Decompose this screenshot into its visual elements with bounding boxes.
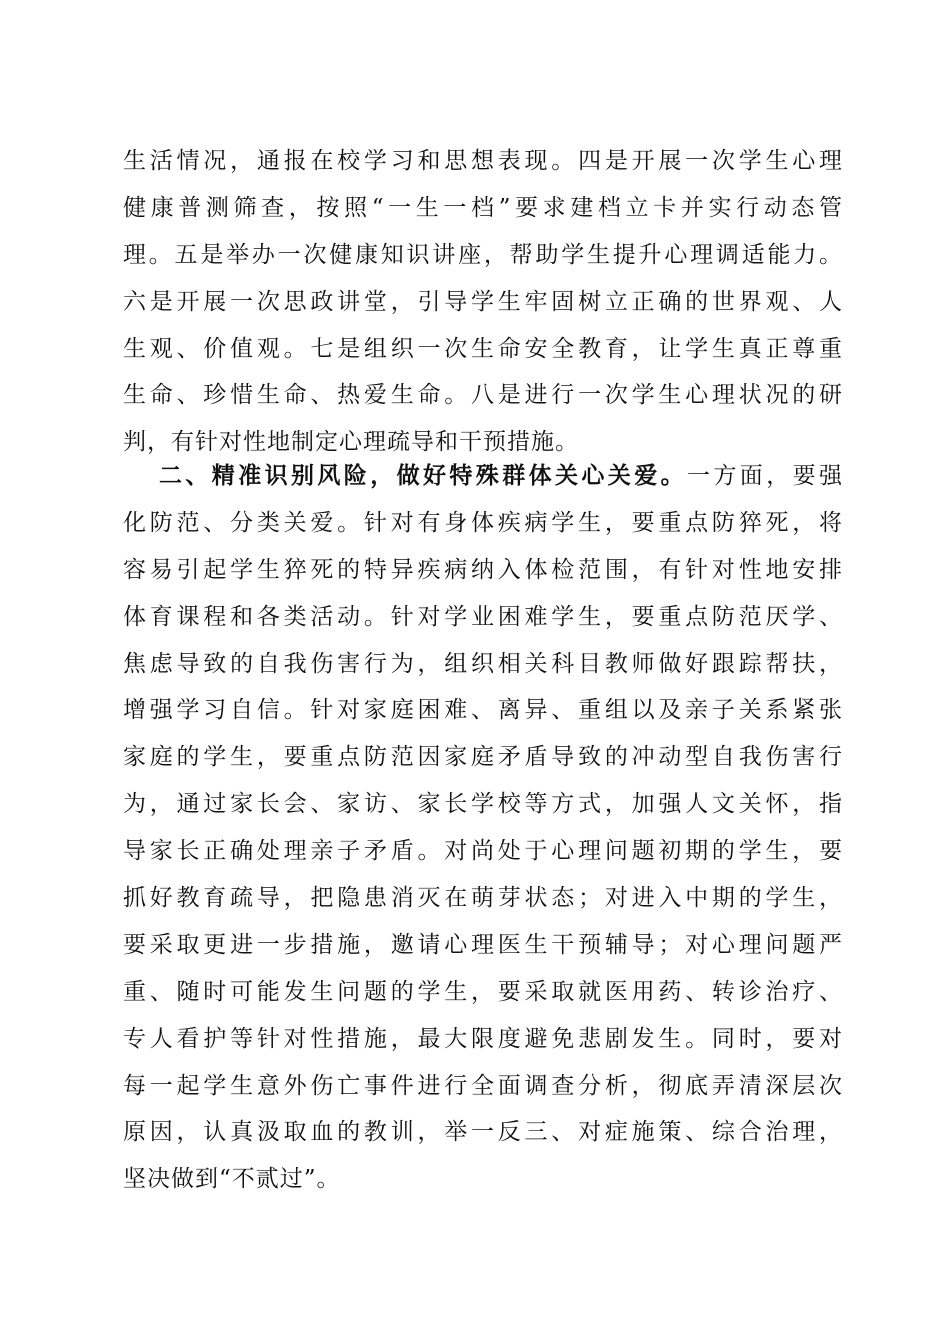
paragraph-2 bbox=[123, 453, 843, 1203]
paragraph-1-line: 健康普测筛查，按照“一生一档”要求建档立卡并实行动态管 bbox=[123, 194, 843, 221]
paragraph-2-line: 坚决做到“不贰过”。 bbox=[123, 1166, 341, 1193]
paragraph-2-line: 原因，认真汲取血的教训，举一反三、对症施策、综合治理， bbox=[123, 1119, 843, 1146]
paragraph-2-line: 导家长正确处理亲子矛盾。对尚处于心理问题初期的学生，要 bbox=[123, 838, 843, 865]
paragraph-2-line: 重、随时可能发生问题的学生，要采取就医用药、转诊治疗、 bbox=[123, 978, 843, 1005]
paragraph-2-line: 体育课程和各类活动。针对学业困难学生，要重点防范厌学、 bbox=[123, 603, 843, 630]
paragraph-1-line: 理。五是举办一次健康知识讲座，帮助学生提升心理调适能力。 bbox=[123, 241, 843, 268]
section-heading: 二、精准识别风险，做好特殊群体关心关爱。 bbox=[159, 463, 687, 489]
paragraph-2-line: 抓好教育疏导，把隐患消灭在萌芽状态；对进入中期的学生， bbox=[123, 885, 843, 912]
paragraph-2-line: 容易引起学生猝死的特异疾病纳入体检范围，有针对性地安排 bbox=[123, 556, 843, 583]
paragraph-1-line: 生命、珍惜生命、热爱生命。八是进行一次学生心理状况的研 bbox=[123, 382, 843, 409]
paragraph-2-line: 焦虑导致的自我伤害行为，组织相关科目教师做好跟踪帮扶， bbox=[123, 650, 843, 677]
paragraph-2-line: 专人看护等针对性措施，最大限度避免悲剧发生。同时，要对 bbox=[123, 1025, 843, 1052]
paragraph-2-line: 要采取更进一步措施，邀请心理医生干预辅导；对心理问题严 bbox=[123, 931, 843, 958]
paragraph-1-line: 生观、价值观。七是组织一次生命安全教育，让学生真正尊重 bbox=[123, 335, 843, 362]
paragraph-2-first-line bbox=[123, 453, 843, 500]
paragraph-2-first-line-text: 一方面，要强 bbox=[687, 463, 844, 489]
paragraph-2-line: 家庭的学生，要重点防范因家庭矛盾导致的冲动型自我伤害行 bbox=[123, 744, 843, 771]
paragraph-1-line: 生活情况，通报在校学习和思想表现。四是开展一次学生心理 bbox=[123, 148, 843, 174]
paragraph-2-line: 增强学习自信。针对家庭困难、离异、重组以及亲子关系紧张 bbox=[123, 697, 843, 724]
paragraph-1-line: 判，有针对性地制定心理疏导和干预措施。 bbox=[123, 429, 579, 456]
paragraph-2-line: 每一起学生意外伤亡事件进行全面调查分析，彻底弄清深层次 bbox=[123, 1072, 843, 1099]
paragraph-1-line: 六是开展一次思政讲堂，引导学生牢固树立正确的世界观、人 bbox=[123, 288, 843, 315]
paragraph-2-line: 为，通过家长会、家访、家长学校等方式，加强人文关怀，指 bbox=[123, 791, 843, 818]
paragraph-1 bbox=[123, 138, 843, 466]
paragraph-2-line: 化防范、分类关爱。针对有身体疾病学生，要重点防猝死，将 bbox=[123, 509, 843, 536]
